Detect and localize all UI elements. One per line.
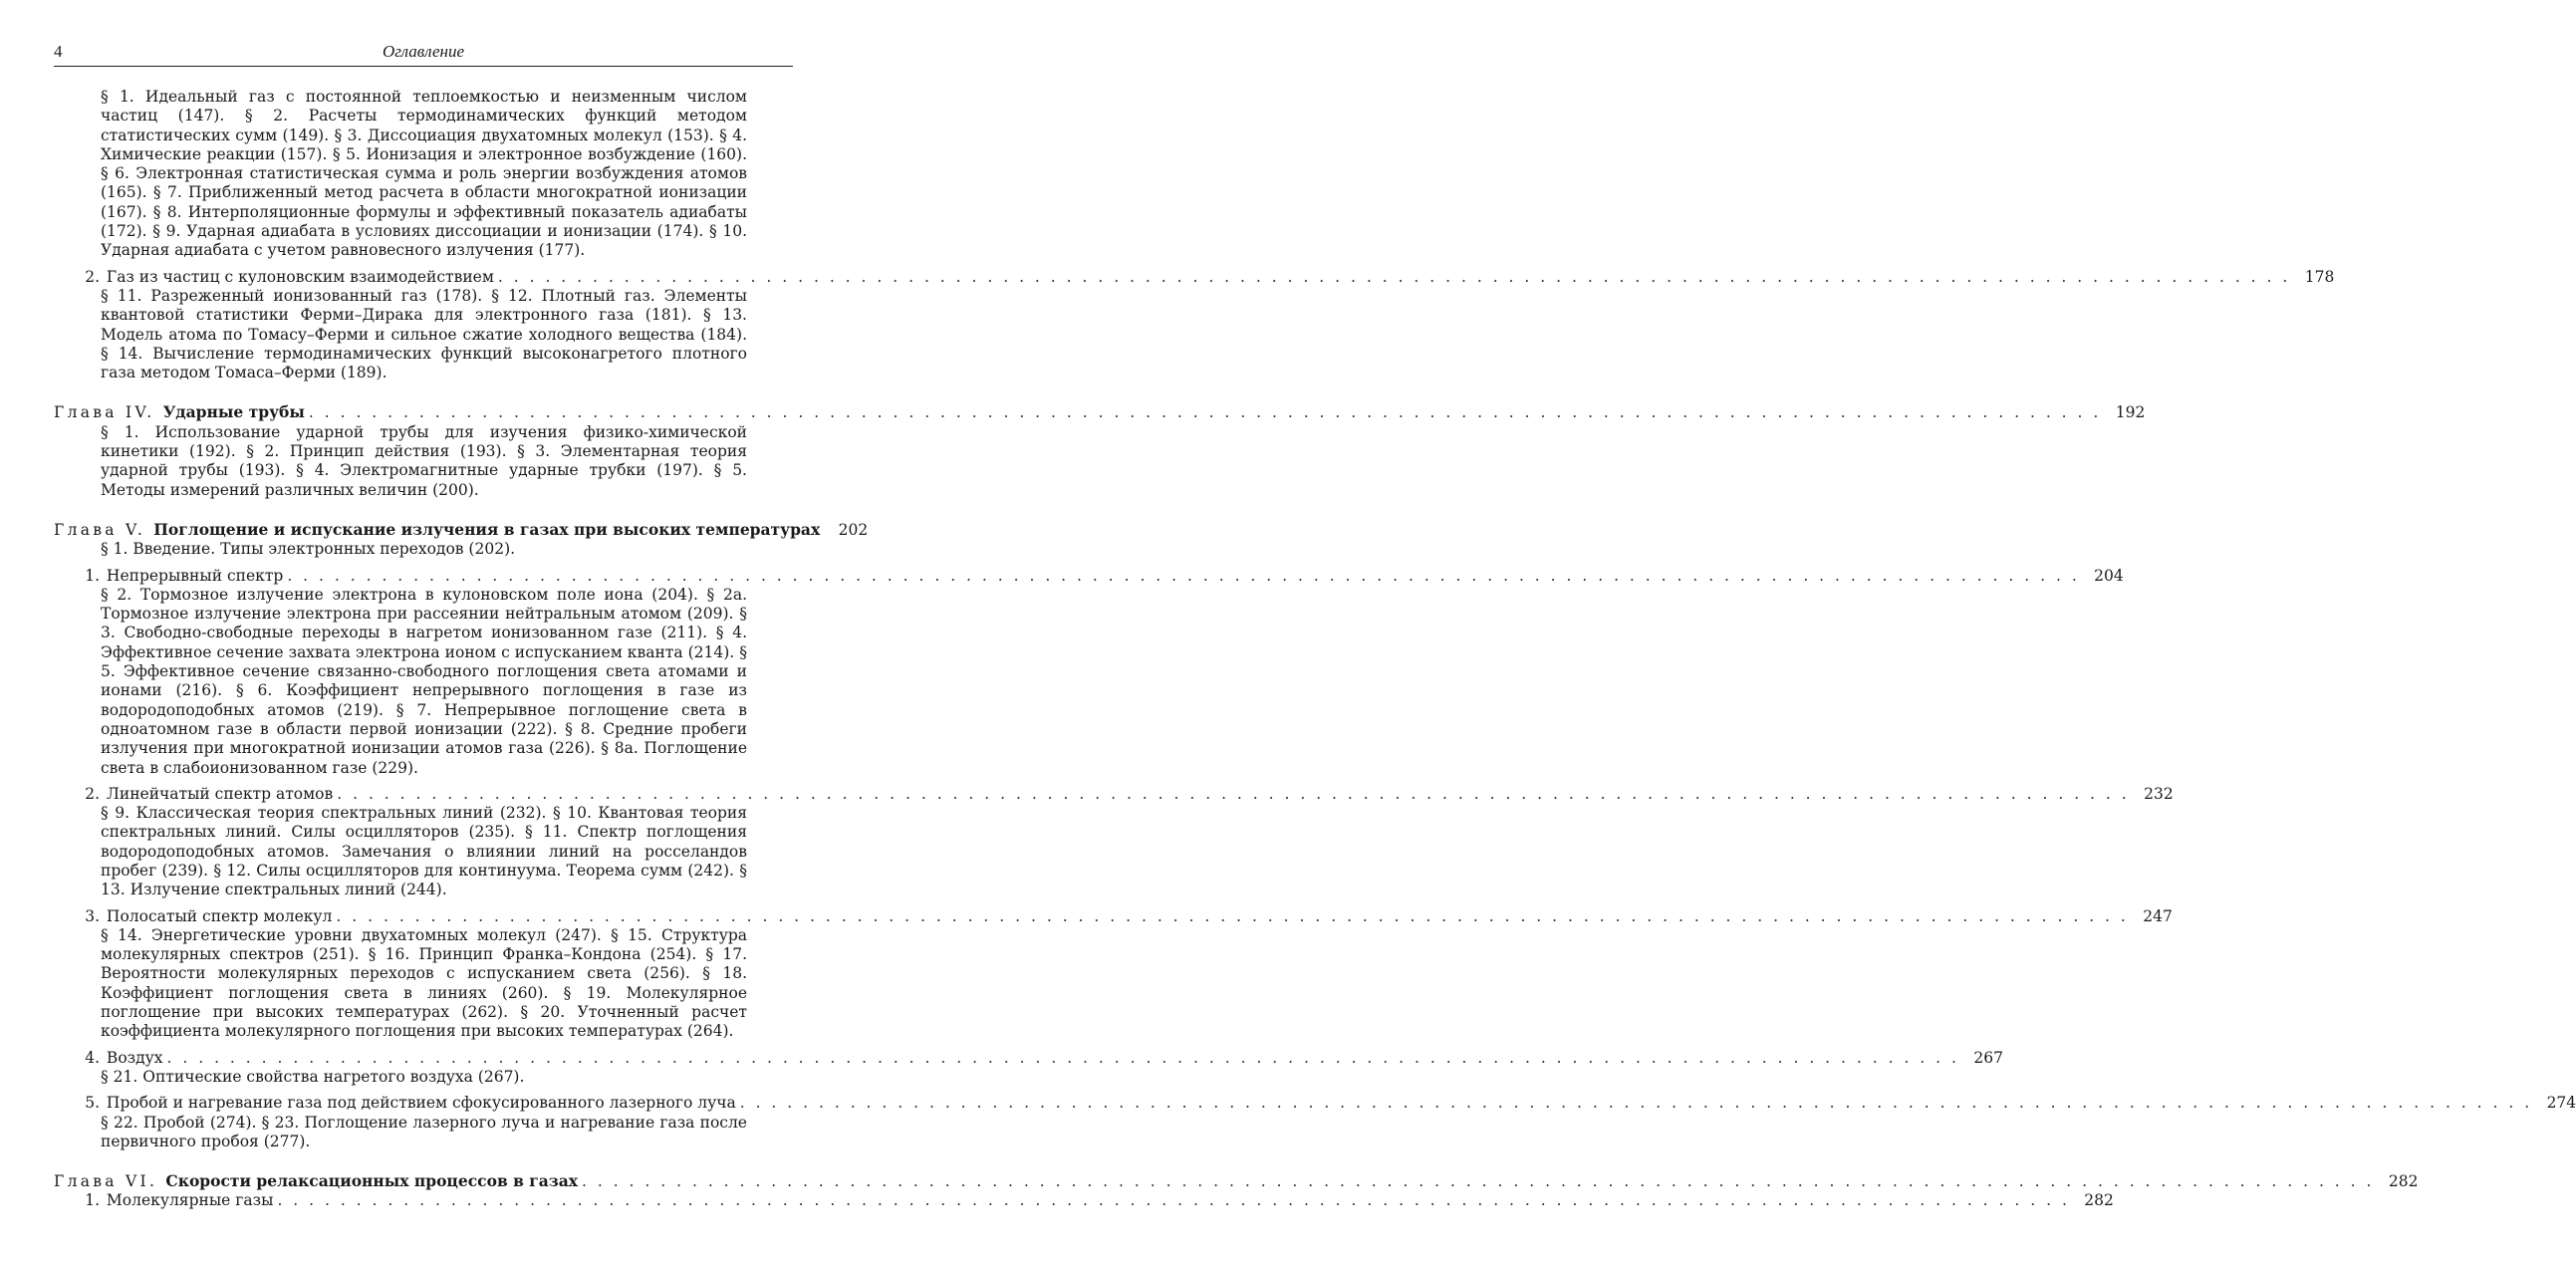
section-number: 2. (85, 784, 100, 803)
section-number: 3. (85, 906, 100, 925)
section-entry[interactable] (54, 906, 2173, 926)
page-number: 4 (54, 42, 63, 61)
paragraph-list: § 9. Классическая теория спектральных линий (232). § 10. Квантовая теория спектральных линий. Силы осцилляторов (235). § 11. Спектр поглощения водородоподобных атомов. Замечания о влиянии линий на росселандов пробег (239). § 12. Силы осцилляторов для континуума. Теорема сумм (242). § 13. Излучение спектральных линий (244). (101, 804, 747, 899)
running-title: Оглавление (382, 42, 465, 61)
chapter-label (54, 520, 820, 540)
chapter-label (54, 402, 305, 422)
section-gap (54, 1042, 793, 1049)
chapter-number: Глава IV. (54, 403, 163, 422)
page-ref: 267 (1973, 1048, 2003, 1067)
chapter-gap (54, 1151, 793, 1171)
dot-leader (337, 785, 2129, 804)
section-title: Молекулярные газы (102, 1191, 274, 1210)
section-gap (54, 261, 793, 268)
paragraph-list: § 21. Оптические свойства нагретого воздуха (267). (101, 1067, 525, 1086)
section-label (84, 268, 494, 287)
section-label (84, 907, 332, 926)
section-entry[interactable] (54, 1094, 2576, 1113)
section-title: Полосатый спектр молекул (102, 906, 333, 925)
chapter-title: Ударные трубы (162, 402, 305, 422)
section-label (84, 785, 333, 804)
section-label (84, 1094, 736, 1113)
dot-leader (167, 1049, 1959, 1068)
page-ref: 282 (2388, 1172, 2419, 1191)
page-ref: 232 (2144, 784, 2174, 803)
chapter-number: Глава V. (54, 520, 154, 539)
section-number: 2. (85, 267, 100, 286)
dot-leader (309, 403, 2101, 422)
section-entry[interactable] (54, 566, 2124, 586)
chapter-title: Скорости релаксационных процессов в газах (165, 1171, 578, 1191)
section-entry[interactable] (54, 267, 2335, 287)
paragraph-list: § 14. Энергетические уровни двухатомных молекул (247). § 15. Структура молекулярных спектров (251). § 16. Принцип Франка–Кондона (254). § 17. Вероятности молекулярных переходов с испусканием света (256). § 18. Коэффициент поглощения света в линиях (260). § 19. Молекулярное поглощение при высоких температурах (262). § 20. Уточненный расчет коэффициента молекулярного поглощения при высоких температурах (264). (101, 925, 747, 1041)
table-of-contents (54, 88, 2576, 1211)
dot-leader (498, 268, 2290, 287)
section-entry[interactable] (54, 784, 2174, 804)
paragraph-list: § 22. Пробой (274). § 23. Поглощение лазерного луча и нагревание газа после первичного пробоя (277). (101, 1113, 747, 1150)
page-ref: 204 (2094, 566, 2124, 585)
page-ref: 192 (2115, 403, 2146, 422)
dot-leader (336, 907, 2128, 926)
section-title: Линейчатый спектр атомов (102, 784, 334, 803)
page-ref: 247 (2143, 906, 2173, 925)
chapter-label (54, 1171, 578, 1191)
section-number: 1. (85, 1191, 100, 1210)
section-number: 4. (85, 1048, 100, 1067)
section-title: Пробой и нагревание газа под действием сфокусированного лазерного луча (102, 1094, 736, 1113)
paragraph-list: § 1. Использование ударной трубы для изучения физико-химической кинетики (192). § 2. Принцип действия (193). § 3. Элементарная теория ударной трубы (193). § 4. Электромагнитные ударные трубки (197). § 5. Методы измерений различных величин (200). (101, 422, 747, 499)
section-gap (54, 1087, 793, 1094)
section-gap (54, 778, 793, 785)
chapter-title: Поглощение и испускание излучения в газах при высоких температурах (153, 519, 821, 539)
dot-leader (277, 1191, 2069, 1210)
section-title: Непрерывный спектр (102, 566, 284, 585)
dot-leader (287, 567, 2079, 586)
page-ref: 202 (838, 520, 869, 539)
header-rule (54, 66, 793, 67)
section-number: 5. (85, 1094, 100, 1113)
dot-leader (582, 1172, 2374, 1191)
page-ref: 282 (2084, 1191, 2114, 1210)
page-ref: 178 (2304, 267, 2335, 286)
chapter-entry[interactable] (54, 1171, 2419, 1191)
paragraph-list: § 2. Тормозное излучение электрона в кулоновском поле иона (204). § 2а. Тормозное излучение электрона при рассеянии нейтральным атомом (209). § 3. Свободно-свободные переходы в нагретом ионизованном газе (211). § 4. Эффективное сечение захвата электрона ионом с испусканием кванта (214). § 5. Эффективное сечение связанно-свободного поглощения света атомами и ионами (216). § 6. Коэффициент непрерывного поглощения в газе из водородоподобных атомов (219). § 7. Непрерывное поглощение света в одноатомном газе в области первой ионизации (222). § 8. Средние пробеги излучения при многократной ионизации атомов газа (226). § 8а. Поглощение света в слабоионизованном газе (229). (101, 585, 747, 777)
chapter-gap (54, 500, 793, 520)
section-title: Газ из частиц с кулоновским взаимодействием (102, 267, 494, 286)
paragraph-list: § 11. Разреженный ионизованный газ (178). § 12. Плотный газ. Элементы квантовой статистики Ферми–Дирака для электронного газа (181). § 13. Модель атома по Томасу–Ферми и сильное сжатие холодного вещества (184). § 14. Вычисление термодинамических функций высоконагретого плотного газа методом Томаса–Ферми (189). (101, 286, 747, 382)
section-entry[interactable] (54, 1191, 2114, 1210)
page-ref: 274 (2546, 1094, 2576, 1113)
section-number: 1. (85, 566, 100, 585)
chapter-gap (54, 382, 793, 402)
chapter-entry[interactable] (54, 402, 2146, 422)
section-label (84, 1049, 163, 1068)
section-title: Воздух (102, 1048, 163, 1067)
page-header (54, 42, 793, 64)
section-gap (54, 900, 793, 907)
chapter-entry[interactable] (54, 519, 869, 540)
dot-leader (740, 1094, 2532, 1113)
chapter-number: Глава VI. (54, 1172, 166, 1191)
section-label (84, 567, 283, 586)
section-label (84, 1191, 273, 1210)
paragraph-list: § 1. Идеальный газ с постоянной теплоемкостью и неизменным числом частиц (147). § 2. Расчеты термодинамических функций методом статистических сумм (149). § 3. Диссоциация двухатомных молекул (153). § 4. Химические реакции (157). § 5. Ионизация и электронное возбуждение (160). § 6. Электронная статистическая сумма и роль энергии возбуждения атомов (165). § 7. Приближенный метод расчета в области многократной ионизации (167). § 8. Интерполяционные формулы и эффективный показатель адиабаты (172). § 9. Ударная адиабата в условиях диссоциации и ионизации (174). § 10. Ударная адиабата с учетом равновесного излучения (177). (101, 88, 747, 260)
paragraph-list: § 1. Введение. Типы электронных переходов (202). (101, 540, 516, 559)
section-entry[interactable] (54, 1048, 2003, 1068)
section-gap (54, 560, 793, 567)
